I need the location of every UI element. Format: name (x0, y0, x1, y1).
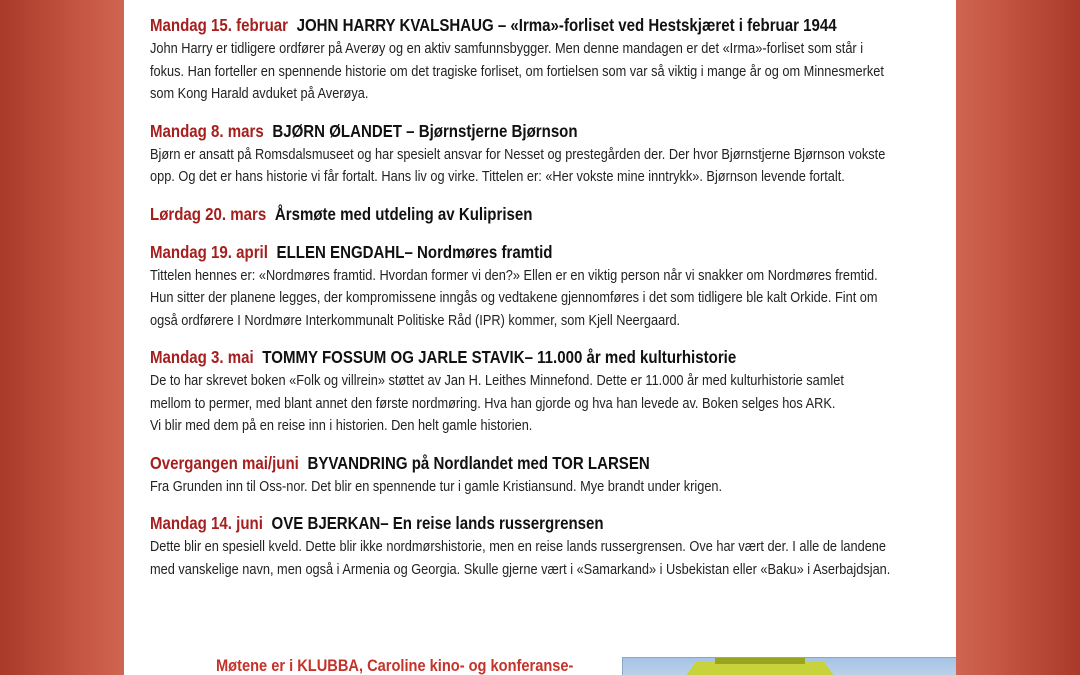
event-date: Mandag 8. mars (150, 120, 264, 141)
description-line: John Harry er tidligere ordfører på Averøy og en aktiv samfunnsbygger. Men denne mandagen er det «Irma»-forliset som står i (150, 41, 864, 57)
event-list (150, 12, 940, 593)
event-item (150, 118, 940, 189)
description-line: med vanskelige navn, men også i Armenia og Georgia. Skulle gjerne vært i «Samarkand» i Usbekistan eller «Baku» i Aserbajdsjan. (150, 561, 891, 578)
event-description (150, 265, 942, 333)
event-date: Mandag 15. februar (150, 15, 289, 35)
event-description (150, 536, 942, 581)
venue-note: Møtene er i KLUBBA, Caroline kino- og konferanse- (216, 656, 574, 675)
description-line: fokus. Han forteller en spennende historie om det tragiske forliset, om fortielsen som var så viktig i mange år og om Minnesmerket (150, 63, 884, 80)
event-item (150, 450, 940, 499)
event-heading (150, 118, 829, 144)
event-title: BYVANDRING på Nordlandet med TOR LARSEN (307, 452, 650, 473)
event-heading (150, 201, 829, 227)
description-line: Hun sitter der planene legges, der kompromissene inngås og vedtakene gjennomføres i det som tidligere ble kalt Orkide. Fint om (150, 290, 878, 306)
event-item (150, 239, 940, 333)
building-trim (715, 658, 805, 664)
event-description (150, 144, 942, 189)
description-line: opp. Og det er hans historie vi får fortalt. Hans liv og virke. Tittelen er: «Her vokste mine inntrykk». Bjørnson levende fortalt. (150, 169, 845, 185)
event-heading (150, 344, 829, 370)
description-line: også ordførere I Nordmøre Interkommunalt Politiske Råd (IPR) kommer, som Kjell Neergaard. (150, 312, 681, 329)
event-item (150, 201, 940, 227)
event-date: Mandag 3. mai (150, 347, 254, 367)
event-heading (150, 450, 829, 476)
description-line: Dette blir en spesiell kveld. Dette blir ikke nordmørshistorie, men en reise lands russergrensen. Ove har vært der. I alle de landene (150, 539, 887, 555)
event-description (150, 370, 942, 438)
description-line: De to har skrevet boken «Folk og villrein» støttet av Jan H. Leithes Minnefond. Dette er 11.000 år med kulturhistorie samlet (150, 373, 844, 389)
event-title: ELLEN ENGDAHL– Nordmøres framtid (276, 241, 553, 262)
description-line: Fra Grunden inn til Oss-nor. Det blir en spennende tur i gamle Kristiansund. Mye brandt under krigen. (150, 478, 723, 495)
right-border (956, 0, 1080, 675)
event-title: TOMMY FOSSUM OG JARLE STAVIK– 11.000 år med kulturhistorie (262, 347, 737, 367)
event-title: OVE BJERKAN– En reise lands russergrensen (271, 513, 604, 533)
event-description (150, 38, 942, 106)
description-line: Tittelen hennes er: «Nordmøres framtid. Hvordan former vi den?» Ellen er en viktig person når vi snakker om Nordmøres fremtid. (150, 267, 878, 284)
description-line: Vi blir med dem på en reise inn i historien. Den helt gamle historien. (150, 418, 533, 434)
event-heading (150, 12, 837, 38)
venue-building-photo (622, 657, 956, 675)
event-date: Overgangen mai/juni (150, 452, 299, 473)
description-line: mellom to permer, med blant annet den første nordmøring. Hva han gjorde og hva han levede av. Boken selges hos ARK. (150, 395, 836, 412)
description-line: Bjørn er ansatt på Romsdalsmuseet og har spesielt ansvar for Nesset og prestegården der. Der hvor Bjørnstjerne Bjørnson vokste (150, 146, 886, 163)
event-description (150, 476, 942, 499)
event-title: Årsmøte med utdeling av Kuliprisen (274, 203, 533, 224)
event-title: BJØRN ØLANDET – Bjørnstjerne Bjørnson (272, 120, 578, 141)
event-date: Mandag 19. april (150, 241, 268, 262)
left-border (0, 0, 124, 675)
event-date: Lørdag 20. mars (150, 203, 267, 224)
event-item (150, 344, 940, 438)
event-heading (150, 510, 829, 536)
event-item (150, 12, 940, 106)
event-heading (150, 239, 829, 265)
event-item (150, 510, 940, 581)
document-page (124, 0, 956, 675)
description-line: som Kong Harald avduket på Averøya. (150, 86, 369, 102)
event-date: Mandag 14. juni (150, 513, 263, 533)
event-title: JOHN HARRY KVALSHAUG – «Irma»-forliset ved Hestskjæret i februar 1944 (296, 15, 837, 35)
